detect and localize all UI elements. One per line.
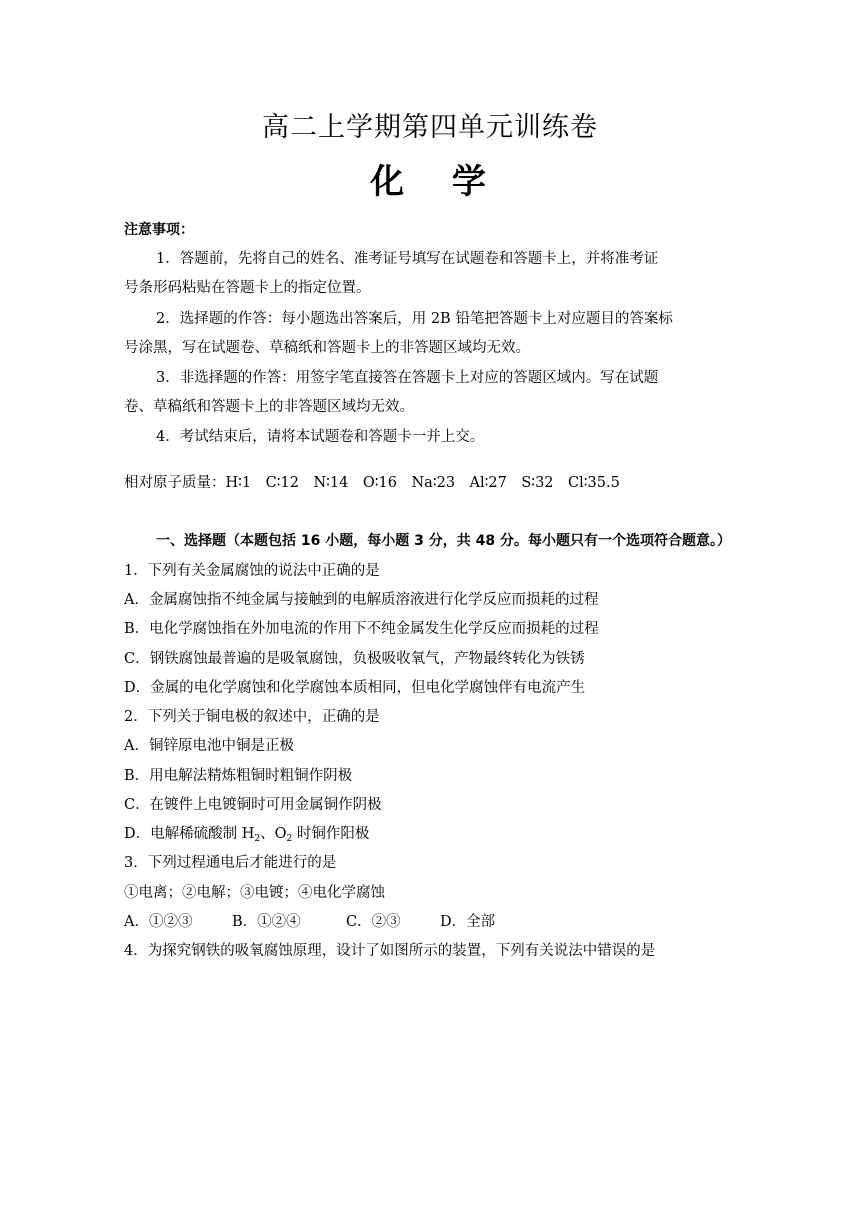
question-3-detail: ①电离；②电解；③电镀；④电化学腐蚀 bbox=[124, 885, 385, 901]
question-2-stem: 2．下列关于铜电极的叙述中，正确的是 bbox=[124, 709, 380, 725]
subscript-o2: 2 bbox=[286, 834, 293, 844]
question-1-option-a: A．金属腐蚀指不纯金属与接触到的电解质溶液进行化学反应而损耗的过程 bbox=[124, 592, 599, 608]
notice-item-4-line-1: 4．考试结束后，请将本试题卷和答题卡一并上交。 bbox=[156, 429, 485, 445]
atomic-mass-line: 相对原子质量：H∶1 C∶12 N∶14 O∶16 Na∶23 Al∶27 S∶32 Cl∶35.5 bbox=[124, 475, 620, 491]
section-1-heading: 一、选择题（本题包括 16 小题，每小题 3 分，共 48 分。每小题只有一个选项符合题意。） bbox=[156, 533, 731, 549]
option-d-suffix: 时铜作阳极 bbox=[292, 826, 370, 842]
question-2-option-a: A．铜锌原电池中铜是正极 bbox=[124, 738, 294, 754]
notice-item-3-line-2: 卷、草稿纸和答题卡上的非答题区域均无效。 bbox=[124, 399, 414, 415]
question-1-option-d: D．金属的电化学腐蚀和化学腐蚀本质相同，但电化学腐蚀伴有电流产生 bbox=[124, 680, 586, 696]
option-d-mid: 、O bbox=[260, 826, 287, 842]
question-2-option-b: B．用电解法精炼粗铜时粗铜作阴极 bbox=[124, 768, 353, 784]
notice-item-2-line-1: 2．选择题的作答：每小题选出答案后，用 2B 铅笔把答题卡上对应题目的答案标 bbox=[156, 311, 673, 327]
subject-title: 化 学 bbox=[370, 162, 504, 202]
question-2-option-d bbox=[124, 824, 369, 844]
option-d-prefix: D．电解稀硫酸制 H bbox=[124, 826, 255, 842]
exam-title: 高二上学期第四单元训练卷 bbox=[262, 112, 598, 143]
notice-item-1-line-2: 号条形码粘贴在答题卡上的指定位置。 bbox=[124, 280, 371, 296]
question-3-option-a: A．①②③ bbox=[124, 914, 193, 930]
notice-heading: 注意事项： bbox=[124, 222, 194, 238]
question-1-option-c: C．钢铁腐蚀最普遍的是吸氧腐蚀，负极吸收氧气，产物最终转化为铁锈 bbox=[124, 651, 585, 667]
notice-item-1-line-1: 1．答题前，先将自己的姓名、准考证号填写在试题卷和答题卡上，并将准考证 bbox=[156, 251, 659, 267]
question-3-option-d: D．全部 bbox=[440, 914, 496, 930]
notice-item-2-line-2: 号涂黑，写在试题卷、草稿纸和答题卡上的非答题区域均无效。 bbox=[124, 340, 530, 356]
question-3-option-b: B．①②④ bbox=[232, 914, 301, 930]
question-1-option-b: B．电化学腐蚀指在外加电流的作用下不纯金属发生化学反应而损耗的过程 bbox=[124, 621, 599, 637]
notice-item-3-line-1: 3．非选择题的作答：用签字笔直接答在答题卡上对应的答题区域内。写在试题 bbox=[156, 370, 659, 386]
question-1-stem: 1．下列有关金属腐蚀的说法中正确的是 bbox=[124, 563, 380, 579]
question-3-options bbox=[124, 912, 495, 932]
subscript-h2: 2 bbox=[254, 834, 261, 844]
question-4-stem: 4．为探究钢铁的吸氧腐蚀原理，设计了如图所示的装置，下列有关说法中错误的是 bbox=[124, 943, 656, 959]
question-3-option-c: C．②③ bbox=[346, 914, 401, 930]
question-3-stem: 3．下列过程通电后才能进行的是 bbox=[124, 855, 337, 871]
question-2-option-c: C．在镀件上电镀铜时可用金属铜作阴极 bbox=[124, 797, 382, 813]
